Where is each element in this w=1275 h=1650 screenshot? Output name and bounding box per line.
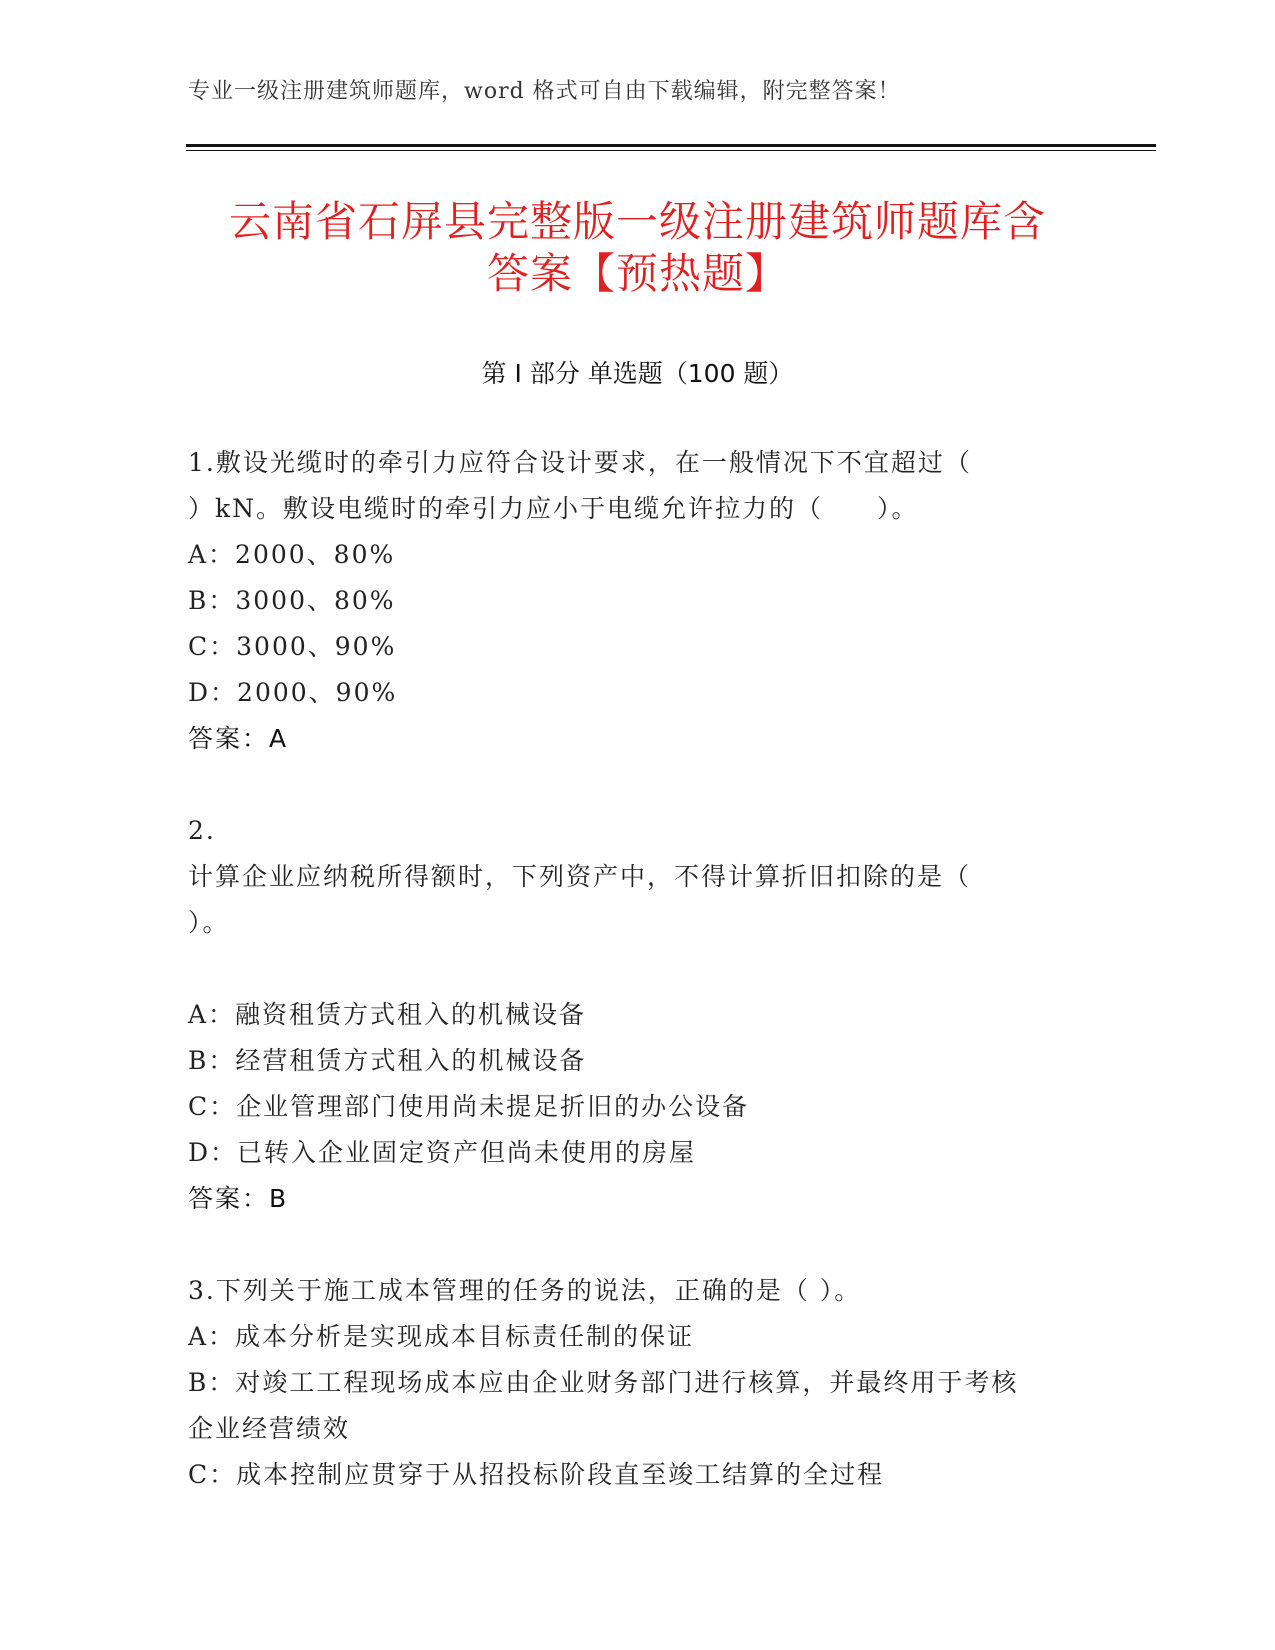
header-divider — [186, 144, 1156, 147]
document-title-line-1: 云南省石屏县完整版一级注册建筑师题库含 — [228, 197, 1046, 246]
header-note: 专业一级注册建筑师题库，word 格式可自由下载编辑，附完整答案！ — [188, 79, 901, 104]
question-1-option-b: B：3000、80% — [188, 586, 396, 615]
question-1-text-line-2: ）kN。敷设电缆时的牵引力应小于电缆允许拉力的（ ）。 — [188, 494, 919, 523]
question-2-option-d: D：已转入企业固定资产但尚未使用的房屋 — [188, 1138, 697, 1167]
document-title — [160, 196, 1115, 300]
question-1-answer: 答案：A — [188, 724, 289, 753]
question-2-option-b: B：经营租赁方式租入的机械设备 — [188, 1046, 587, 1075]
question-1-text-line-1: 1.敷设光缆时的牵引力应符合设计要求，在一般情况下不宜超过（ — [188, 448, 972, 477]
question-2 — [188, 808, 1088, 1222]
question-2-option-c: C：企业管理部门使用尚未提足折旧的办公设备 — [188, 1092, 750, 1121]
question-2-text-line-2: ）。 — [188, 908, 230, 937]
question-3-option-b-line-2: 企业经营绩效 — [188, 1414, 351, 1443]
question-1 — [188, 440, 1088, 762]
question-2-option-a: A：融资租赁方式租入的机械设备 — [188, 1000, 587, 1029]
header-divider-thin — [186, 150, 1156, 151]
question-1-option-c: C：3000、90% — [188, 632, 397, 661]
question-3-option-b-line-1: B：对竣工工程现场成本应由企业财务部门进行核算，并最终用于考核 — [188, 1368, 1019, 1397]
question-3-option-a: A：成本分析是实现成本目标责任制的保证 — [188, 1322, 695, 1351]
question-1-option-d: D：2000、90% — [188, 678, 398, 707]
question-3-option-c: C：成本控制应贯穿于从招投标阶段直至竣工结算的全过程 — [188, 1460, 885, 1489]
question-2-answer: 答案：B — [188, 1184, 289, 1213]
question-3 — [188, 1268, 1088, 1498]
question-2-number: 2. — [188, 816, 216, 845]
spacer — [188, 762, 1088, 808]
spacer — [188, 946, 1088, 992]
question-2-text-line-1: 计算企业应纳税所得额时，下列资产中，不得计算折旧扣除的是（ — [188, 862, 972, 891]
question-1-option-a: A：2000、80% — [188, 540, 396, 569]
document-title-line-2: 答案【预热题】 — [486, 249, 788, 298]
section-title: 第 I 部分 单选题（100 题） — [481, 359, 794, 388]
spacer — [188, 1222, 1088, 1268]
question-list — [188, 440, 1088, 1498]
question-3-text: 3.下列关于施工成本管理的任务的说法，正确的是（ ）。 — [188, 1276, 862, 1305]
